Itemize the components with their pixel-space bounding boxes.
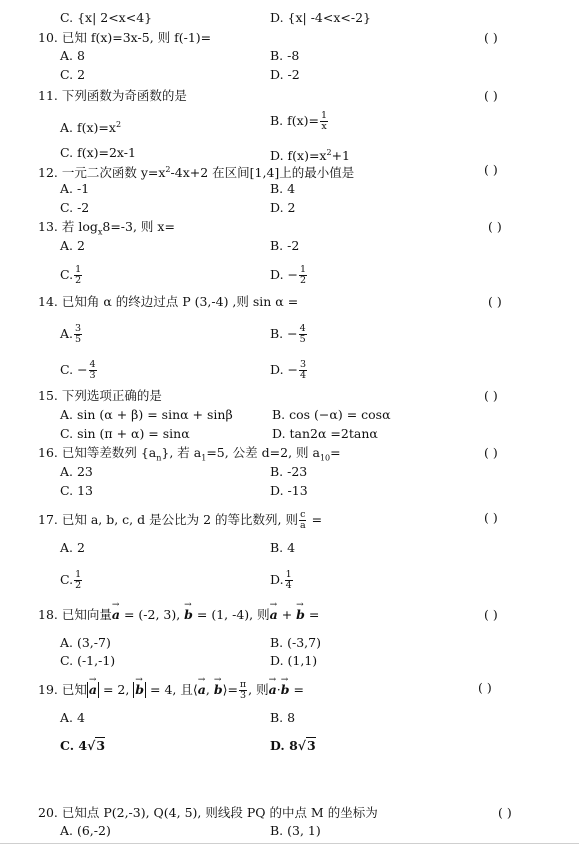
magnitude	[87, 682, 99, 698]
option-a: A. 2	[60, 238, 85, 253]
option-c: C. -2	[60, 200, 90, 215]
question-18-stem: 18. 已知向量→ a = (-2, 3), → b = (1, -4), 则→ a + → b =	[38, 607, 319, 623]
fraction: $\frac{1}{2}$	[300, 264, 307, 286]
option-a: A. 4	[60, 710, 85, 725]
vector-b: → b	[214, 682, 223, 698]
option-b: B. -23	[270, 464, 308, 479]
option-c: C. {x| 2<x<4}	[60, 10, 153, 25]
answer-paren: ( )	[484, 30, 498, 45]
option-b: B. -2	[270, 238, 300, 253]
option-d: D. − $\frac{1}{2}$	[270, 264, 307, 286]
option-d: D. − $\frac{3}{4}$	[270, 359, 307, 381]
option-d: D. -2	[270, 67, 300, 82]
fraction: $\frac{1}{2}$	[75, 569, 82, 591]
option-d: D. 8√3	[270, 738, 316, 753]
question-14-stem: 14. 已知角 α 的终边过点 P (3,-4) ,则 sin α =	[38, 294, 299, 309]
vector-a: → a	[270, 607, 278, 623]
option-c: C. (-1,-1)	[60, 653, 116, 668]
option-b: B. f(x)= $\frac{1}{x}$	[270, 110, 328, 132]
question-17-stem: 17. 已知 a, b, c, d 是公比为 2 的等比数列, 则 $\frac{c}{a}$ =	[38, 509, 323, 531]
vector-a: → a	[198, 682, 206, 698]
option-c: C. $\frac{1}{2}$	[60, 264, 82, 286]
vector-a: → a	[89, 682, 97, 698]
question-13-stem: 13. 若 $\log_x8=-3$, 则 x=	[38, 219, 175, 237]
answer-paren: ( )	[484, 607, 498, 622]
fraction: $\frac{3}{4}$	[300, 359, 307, 381]
magnitude	[133, 682, 146, 698]
option-d: D. {x| -4<x<-2}	[270, 10, 372, 25]
option-d: D. 2	[270, 200, 296, 215]
option-c: C. − $\frac{4}{3}$	[60, 359, 96, 381]
answer-paren: ( )	[484, 88, 498, 103]
option-a: A. $\frac{3}{5}$	[60, 323, 82, 345]
option-b: B. − $\frac{4}{5}$	[270, 323, 306, 345]
question-10-stem: 10. 已知 f(x)=3x-5, 则 f(-1)=	[38, 30, 212, 45]
option-c: C. sin (π + α) = sinα	[60, 426, 190, 441]
fraction: $\frac{c}{a}$	[299, 509, 306, 531]
answer-paren: ( )	[488, 219, 502, 234]
question-11-stem: 11. 下列函数为奇函数的是	[38, 88, 187, 103]
option-a: A. 2	[60, 540, 85, 555]
option-d: D. tan2α =2tanα	[272, 426, 378, 441]
option-a: A. $f(x)=x^2$	[60, 120, 122, 136]
option-a: A. sin (α + β) = sinα + sinβ	[60, 407, 233, 422]
option-a: A. 8	[60, 48, 85, 63]
fraction: $\frac{4}{5}$	[299, 323, 306, 345]
option-d: D. (1,1)	[270, 653, 318, 668]
option-a: A. 23	[60, 464, 93, 479]
fraction: $\frac{\pi}{3}$	[239, 679, 247, 701]
vector-a: → a	[269, 682, 277, 698]
vector-b: → b	[296, 607, 305, 623]
answer-paren: ( )	[498, 805, 512, 820]
option-c: C. f(x)=2x-1	[60, 145, 136, 160]
option-b: B. 4	[270, 540, 296, 555]
vector-b: → b	[135, 682, 144, 698]
vector-a: → a	[112, 607, 120, 623]
option-b: B. -8	[270, 48, 300, 63]
fraction: $\frac{4}{3}$	[89, 359, 96, 381]
fraction: $\frac{1}{2}$	[75, 264, 82, 286]
option-d: D. -13	[270, 483, 308, 498]
question-19-stem: 19. 已知→ a = 2, → b = 4, 且⟨→ a, → b⟩= $\frac{\pi}{3}$ , 则→ a·→ b =	[38, 680, 304, 701]
answer-paren: ( )	[478, 680, 492, 695]
option-a: A. -1	[60, 181, 90, 196]
option-b: B. cos (−α) = cosα	[272, 407, 391, 422]
option-a: A. (6,-2)	[60, 823, 111, 838]
answer-paren: ( )	[484, 510, 498, 525]
page-bottom-rule	[0, 843, 579, 844]
option-c: C. $\frac{1}{2}$	[60, 569, 82, 591]
question-16-stem: 16. 已知等差数列 $\{a_n\}$, 若 $a_1=5$, 公差 d=2, 则 $a_{10}=$	[38, 445, 341, 463]
question-15-stem: 15. 下列选项正确的是	[38, 388, 162, 403]
vector-b: → b	[281, 682, 290, 698]
option-c: C. 2	[60, 67, 86, 82]
answer-paren: ( )	[484, 445, 498, 460]
option-d: D. $f(x)=x^2+1$	[270, 148, 351, 164]
vector-b: → b	[184, 607, 193, 623]
option-b: B. (-3,7)	[270, 635, 321, 650]
answer-paren: ( )	[484, 162, 498, 177]
option-b: B. (3, 1)	[270, 823, 321, 838]
option-a: A. (3,-7)	[60, 635, 111, 650]
option-c: C. 13	[60, 483, 93, 498]
answer-paren: ( )	[484, 388, 498, 403]
option-c: C. 4√3	[60, 738, 106, 753]
answer-paren: ( )	[488, 294, 502, 309]
fraction: $\frac{1}{x}$	[321, 110, 328, 132]
question-12-stem: 12. 一元二次函数 $y=x^2-4x+2$ 在区间[1,4]上的最小值是	[38, 165, 355, 181]
option-b: B. 8	[270, 710, 296, 725]
question-20-stem: 20. 已知点 P(2,-3), Q(4, 5), 则线段 PQ 的中点 M 的坐标为	[38, 805, 378, 820]
fraction: $\frac{3}{5}$	[75, 323, 82, 345]
fraction: $\frac{1}{4}$	[285, 569, 292, 591]
option-d: D. $\frac{1}{4}$	[270, 569, 292, 591]
option-b: B. 4	[270, 181, 296, 196]
